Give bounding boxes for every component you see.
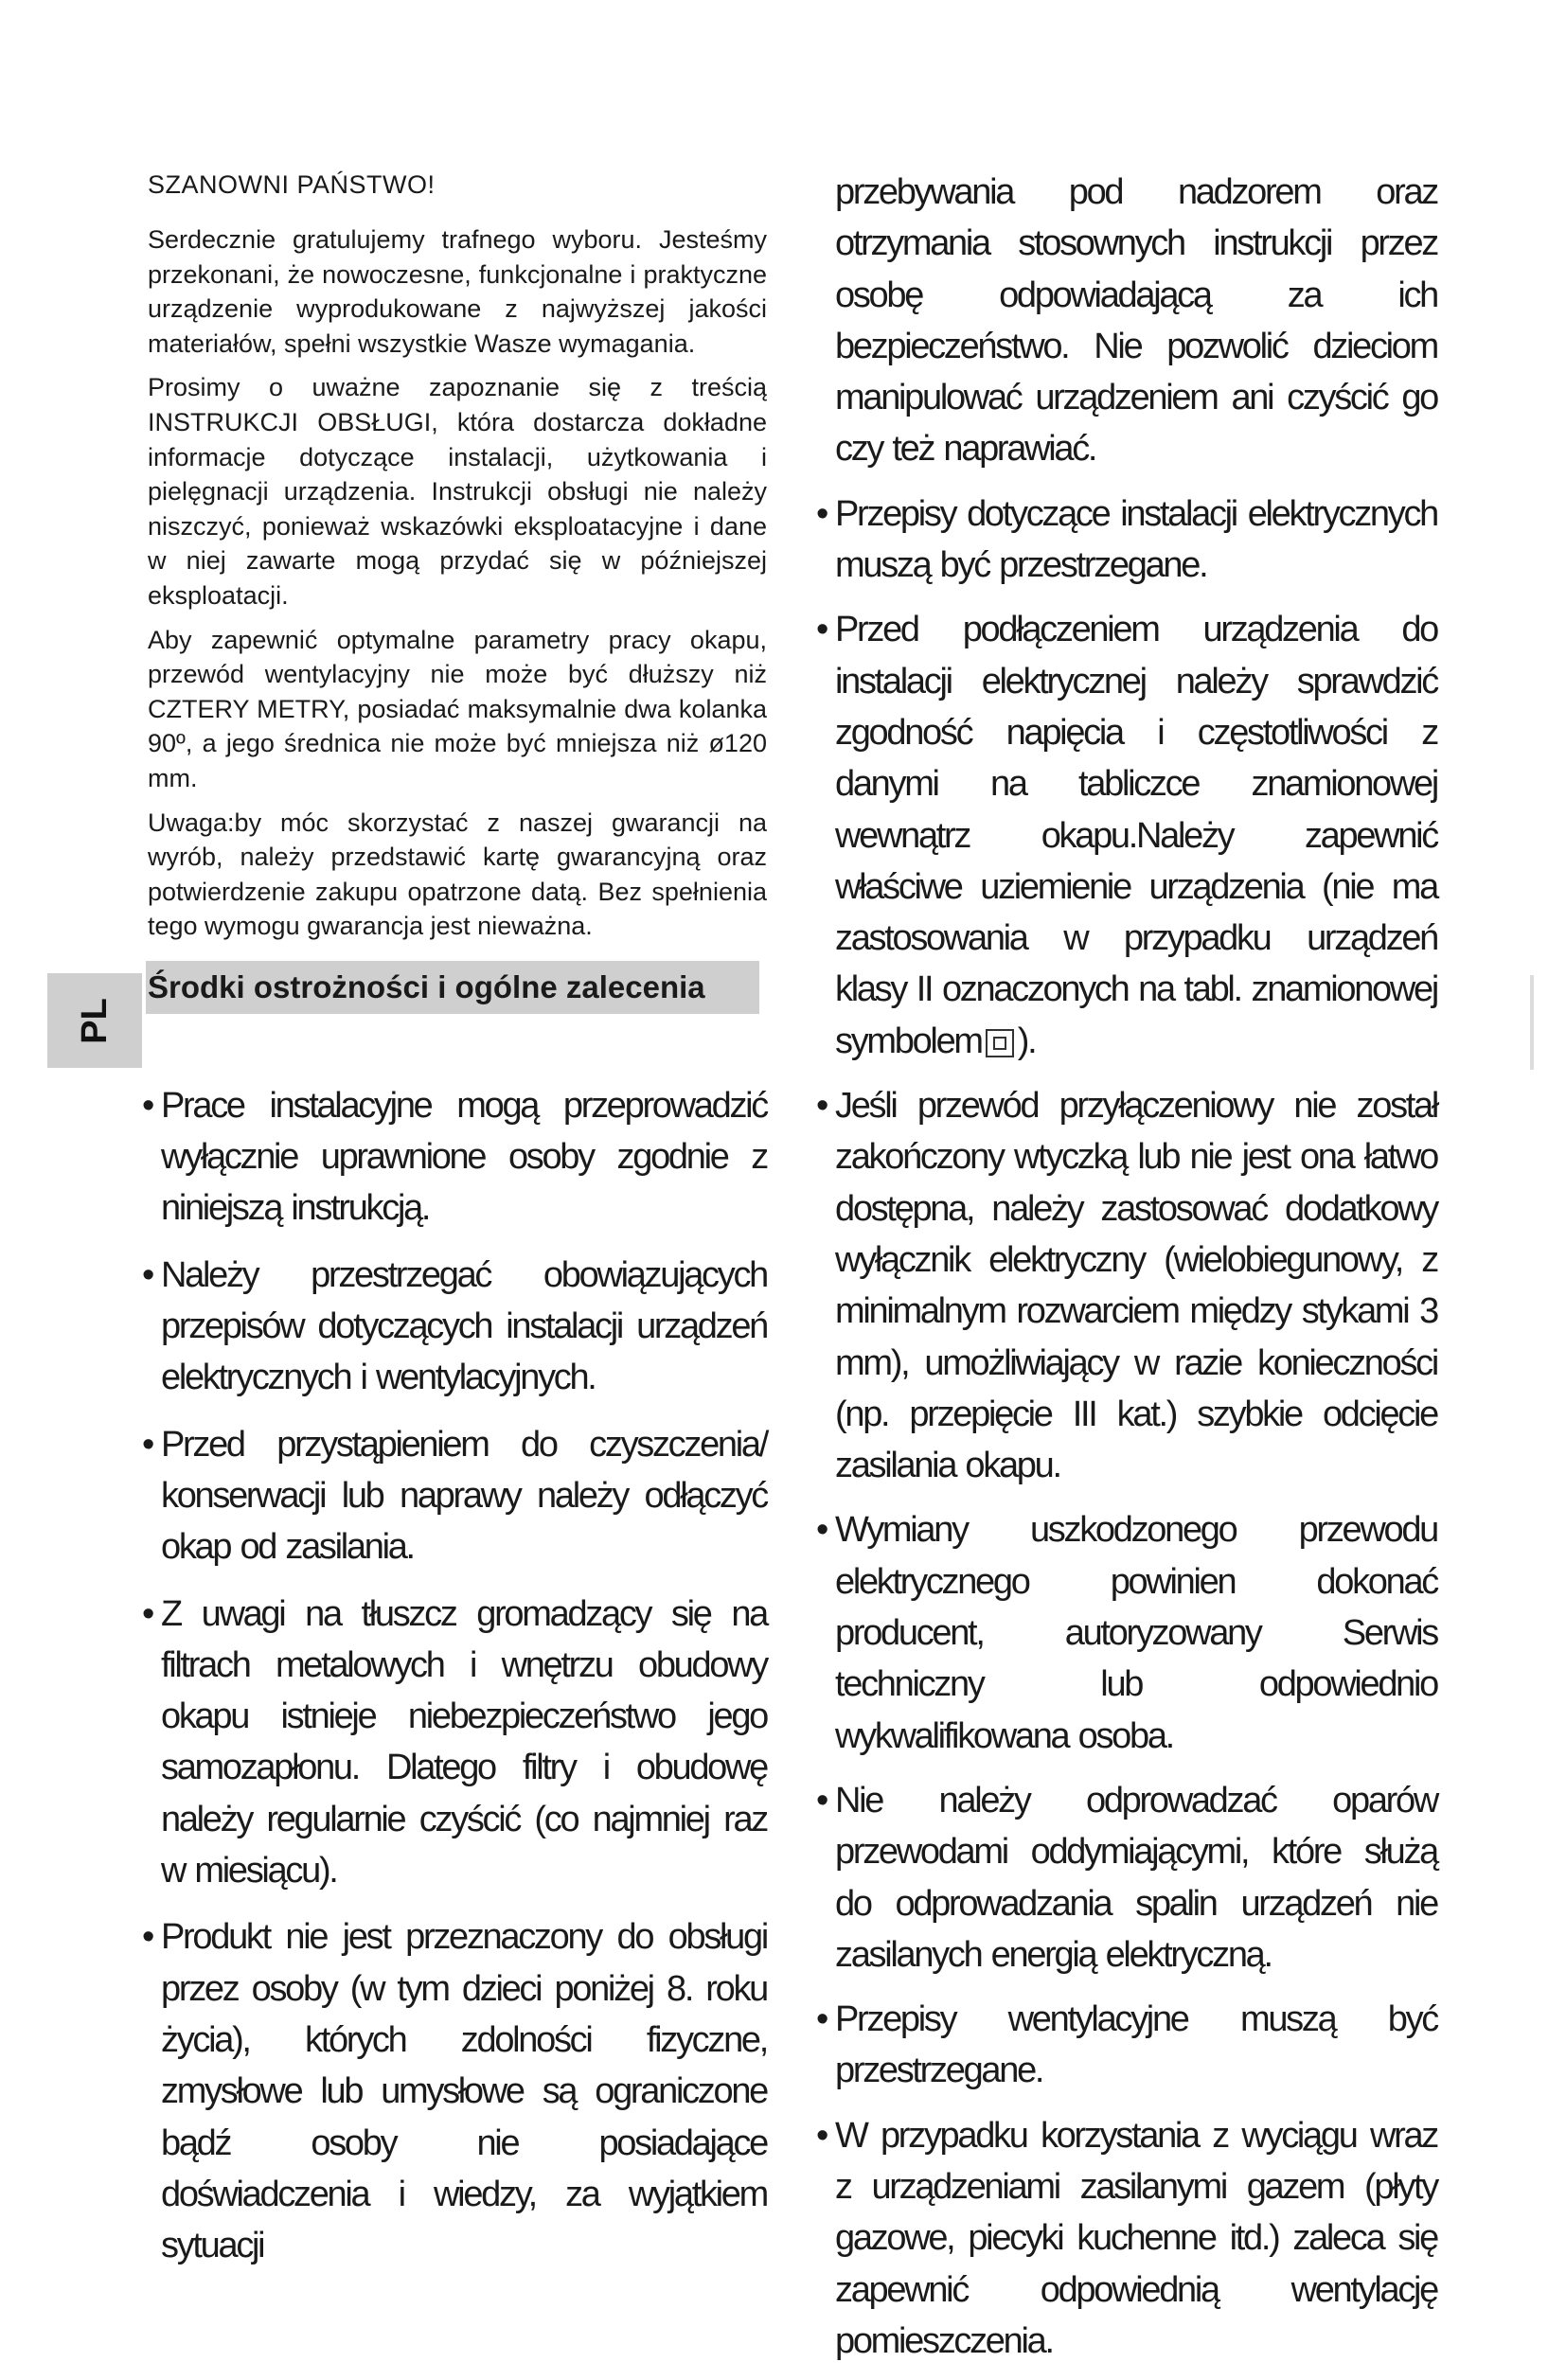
bullet-item: • Przepisy dotyczące instalacji elektrycznych muszą być przestrzegane.	[822, 488, 1437, 592]
bullet-item: • Prace instalacyjne mogą przeprowadzić wyłącznie uprawnione osoby zgodnie z niniejszą instrukcją.	[148, 1080, 767, 1234]
intro-paragraph: Prosimy o uważne zapoznanie się z treścią INSTRUKCJI OBSŁUGI, która dostarcza dokładne informacje dotyczące instalacji, użytkowania i pielęgnacji urządzenia. Instrukcji obsługi nie należy niszczyć, ponieważ wskazówki eksploatacyjne i dane w niej zawarte mogą przydać się w późniejszej eksploatacji.	[148, 373, 767, 610]
bullet-continuation: przebywania pod nadzorem oraz otrzymania stosownych instrukcji przez osobę odpowiadającą za ich bezpieczeństwo. Nie pozwolić dzieciom manipulować urządzeniem ani czyścić go czy też naprawiać.	[835, 172, 1437, 470]
intro-title: SZANOWNI PAŃSTWO!	[148, 170, 436, 199]
intro-paragraph: Aby zapewnić optymalne parametry pracy okapu, przewód wentylacyjny nie może być dłuższy niż CZTERY METRY, posiadać maksymalnie dwa kolanka 90º, a jego średnica nie może być mniejsza niż ø120 mm.	[148, 625, 767, 792]
bullet-item: • Produkt nie jest przeznaczony do obsługi przez osoby (w tym dzieci poniżej 8. roku życia), których zdolności fizyczne, zmysłowe lub umysłowe są ograniczone bądź osoby nie posiadające doświadczenia i wiedzy, za wyjątkiem sytuacji	[148, 1911, 767, 2271]
bullet-item: • Przed przystąpieniem do czyszczenia/ konserwacji lub naprawy należy odłączyć okap od zasilania.	[148, 1419, 767, 1573]
page-edge-marker	[1530, 975, 1534, 1070]
grounding-text-end: ).	[1017, 1021, 1036, 1061]
right-bullet-list	[822, 167, 1437, 2367]
bullet-item: • Z uwagi na tłuszcz gromadzący się na filtrach metalowych i wnętrzu obudowy okapu istnieje niebezpieczeństwo jego samozapłonu. Dlatego filtry i obudowę należy regularnie czyścić (co najmniej raz w miesiącu).	[148, 1589, 767, 1897]
section-heading-text: Środki ostrożności i ogólne zalecenia	[148, 968, 705, 1004]
bullet-item: • Jeśli przewód przyłączeniowy nie został zakończony wtyczką lub nie jest ona łatwo dostępna, należy zastosować dodatkowy wyłącznik elektryczny (wielobiegunowy, z minimalnym rozwarciem między stykami 3 mm), umożliwiający w razie konieczności (np. przepięcie III kat.) szybkie odcięcie zasilania okapu.	[822, 1080, 1437, 1491]
bullet-item: • Nie należy odprowadzać oparów przewodami oddymiającymi, które służą do odprowadzania spalin urządzeń nie zasilanych energią elektryczną.	[822, 1775, 1437, 1980]
right-column	[822, 167, 1437, 2380]
intro-paragraph: Serdecznie gratulujemy trafnego wyboru. Jesteśmy przekonani, że nowoczesne, funkcjonalne i praktyczne urządzenie wyprodukowane z najwyższej jakości materiałów, spełni wszystkie Wasze wymagania.	[148, 225, 767, 358]
grounding-text: Przed podłączeniem urządzenia do instalacji elektrycznej należy sprawdzić zgodność napięcia i częstotliwości z danymi na tabliczce znamionowej wewnątrz okapu.Należy zapewnić właściwe uziemienie urządzenia (nie ma zastosowania w przypadku urządzeń klasy II oznaczonych na tabl. znamionowej symbolem	[835, 610, 1437, 1061]
bullet-item: • Przepisy wentylacyjne muszą być przestrzegane.	[822, 1994, 1437, 2097]
intro-paragraph: Uwaga:by móc skorzystać z naszej gwarancji na wyrób, należy przedstawić kartę gwarancyjną oraz potwierdzenie zakupu opatrzone datą. Bez spełnienia tego wymogu gwarancja jest nieważna.	[148, 808, 767, 941]
bullet-item: • W przypadku korzystania z wyciągu wraz z urządzeniami zasilanymi gazem (płyty gazowe, piecyki kuchenne itd.) zaleca się zapewnić odpowiednią wentylację pomieszczenia.	[822, 2110, 1437, 2367]
section-heading	[146, 961, 759, 1014]
bullet-item-grounding	[822, 604, 1437, 1067]
class-ii-symbol-icon	[986, 1029, 1014, 1057]
left-bullet-list	[148, 1080, 767, 2272]
language-tab	[47, 973, 142, 1068]
bullet-item: • Wymiany uszkodzonego przewodu elektrycznego powinien dokonać producent, autoryzowany Serwis techniczny lub odpowiednio wykwalifikowana osoba.	[822, 1504, 1437, 1761]
language-tab-label: PL	[74, 997, 115, 1044]
bullet-item: • Należy przestrzegać obowiązujących przepisów dotyczących instalacji urządzeń elektrycznych i wentylacyjnych.	[148, 1250, 767, 1404]
left-column	[148, 167, 767, 2286]
